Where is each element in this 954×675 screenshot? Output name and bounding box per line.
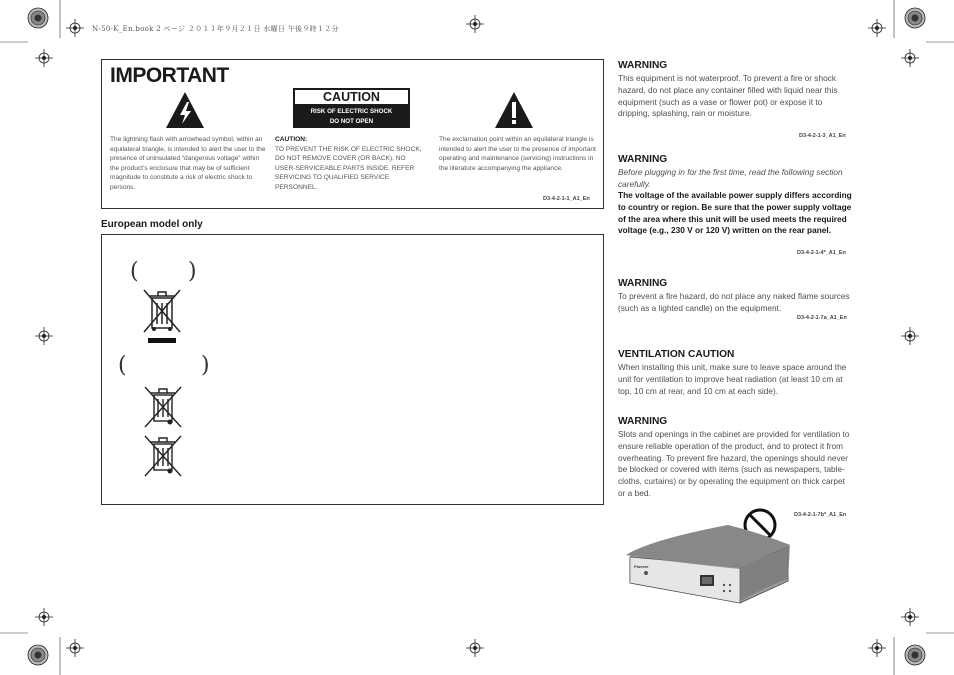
lightning-warning-icon: [165, 91, 205, 129]
crossed-bin-icon-2: [142, 434, 184, 478]
caution-sub-line-1: RISK OF ELECTRIC SHOCK: [310, 108, 393, 115]
paren-close-2: ): [201, 353, 210, 378]
paren-open-1: (: [130, 259, 139, 284]
warning-ref-2: D3-4-2-1-4*_A1_En: [797, 250, 846, 256]
european-model-label: European model only: [101, 219, 203, 230]
warning-heading-1: WARNING: [618, 60, 668, 71]
warning-ref-1: D3-4-2-1-3_A1_En: [799, 133, 846, 139]
crossed-bin-with-bar-icon: [140, 288, 184, 346]
ventilation-caution-heading: VENTILATION CAUTION: [618, 349, 735, 360]
ventilation-caution-text: When installing this unit, make sure to leave space around the unit for ventilation to improve heat radiation (at least 10 cm at top, 10 cm at rear, and 10 cm at each side).: [618, 362, 847, 396]
caution-subtitle: [293, 107, 410, 126]
warning-ref-3: D3-4-2-1-7a_A1_En: [797, 315, 847, 321]
caution-label-box: [293, 88, 410, 128]
paren-open-2: (: [118, 353, 127, 378]
paren-close-1: ): [188, 259, 197, 284]
warning-text-3: To prevent a fire hazard, do not place any naked flame sources (such as a lighted candle) on the equipment.: [618, 291, 850, 313]
important-title: IMPORTANT: [110, 64, 229, 87]
warning-bold-2: The voltage of the available power supply differs according to country or region. Be sure that the power supply voltage of the area where this unit will be used meets the required voltage (e.g., 230 V or 120 V) written on the rear panel.: [618, 190, 852, 236]
crossed-bin-icon-1: [142, 385, 184, 429]
caution-description: [275, 135, 425, 193]
exclamation-description: The exclamation point within an equilateral triangle is intended to alert the user to the presence of important operating and maintenance (servicing) instructions in the literature accompanying the appliance.: [439, 136, 596, 172]
exclamation-warning-icon: [494, 91, 534, 129]
caution-heading: CAUTION:: [275, 136, 308, 143]
caution-sub-line-2: DO NOT OPEN: [329, 117, 374, 125]
covered-device-illustration: [620, 505, 790, 610]
warning-heading-2: WARNING: [618, 154, 668, 165]
device-brand: Pioneer: [634, 564, 649, 569]
warning-ref-4: D3-4-2-1-7b*_A1_En: [794, 512, 847, 518]
warning-italic-2: Before plugging in for the first time, read the following section carefully.: [618, 167, 843, 189]
print-header-note: N-50-K_En.book 2 ページ ２０１１年９月２１日 水曜日 午後９時１２分: [92, 25, 339, 33]
lightning-description: The lightning flash with arrowhead symbol, within an equilateral triangle, is intended to alert the user to the presence of uninsulated “dangerous voltage” within the product’s enclosure that may be of sufficient magnitude to constitute a risk of electric shock to persons.: [110, 136, 266, 191]
warning-text-4: Slots and openings in the cabinet are provided for ventilation to ensure reliable operation of the product, and to protect it from overheating. To prevent fire hazard, the openings should never be blocked or covered with items (such as newspapers, table-cloths, curtains) or by operating the equipment on thick carpet or a bed.: [618, 429, 850, 498]
important-ref-code: D3-4-2-1-1_A1_En: [543, 196, 590, 202]
caution-label: CAUTION: [295, 90, 408, 104]
warning-text-1: This equipment is not waterproof. To prevent a fire or shock hazard, do not place any container filled with liquid near this equipment (such as a vase or flower pot) or expose it to dripping, splashing, rain or moisture.: [618, 73, 838, 119]
warning-heading-3: WARNING: [618, 278, 668, 289]
warning-heading-4: WARNING: [618, 416, 668, 427]
caution-text: TO PREVENT THE RISK OF ELECTRIC SHOCK, DO NOT REMOVE COVER (OR BACK). NO USER-SERVICEABLE PARTS INSIDE. REFER SERVICING TO QUALIFIED SERVICE PERSONNEL.: [275, 145, 422, 191]
